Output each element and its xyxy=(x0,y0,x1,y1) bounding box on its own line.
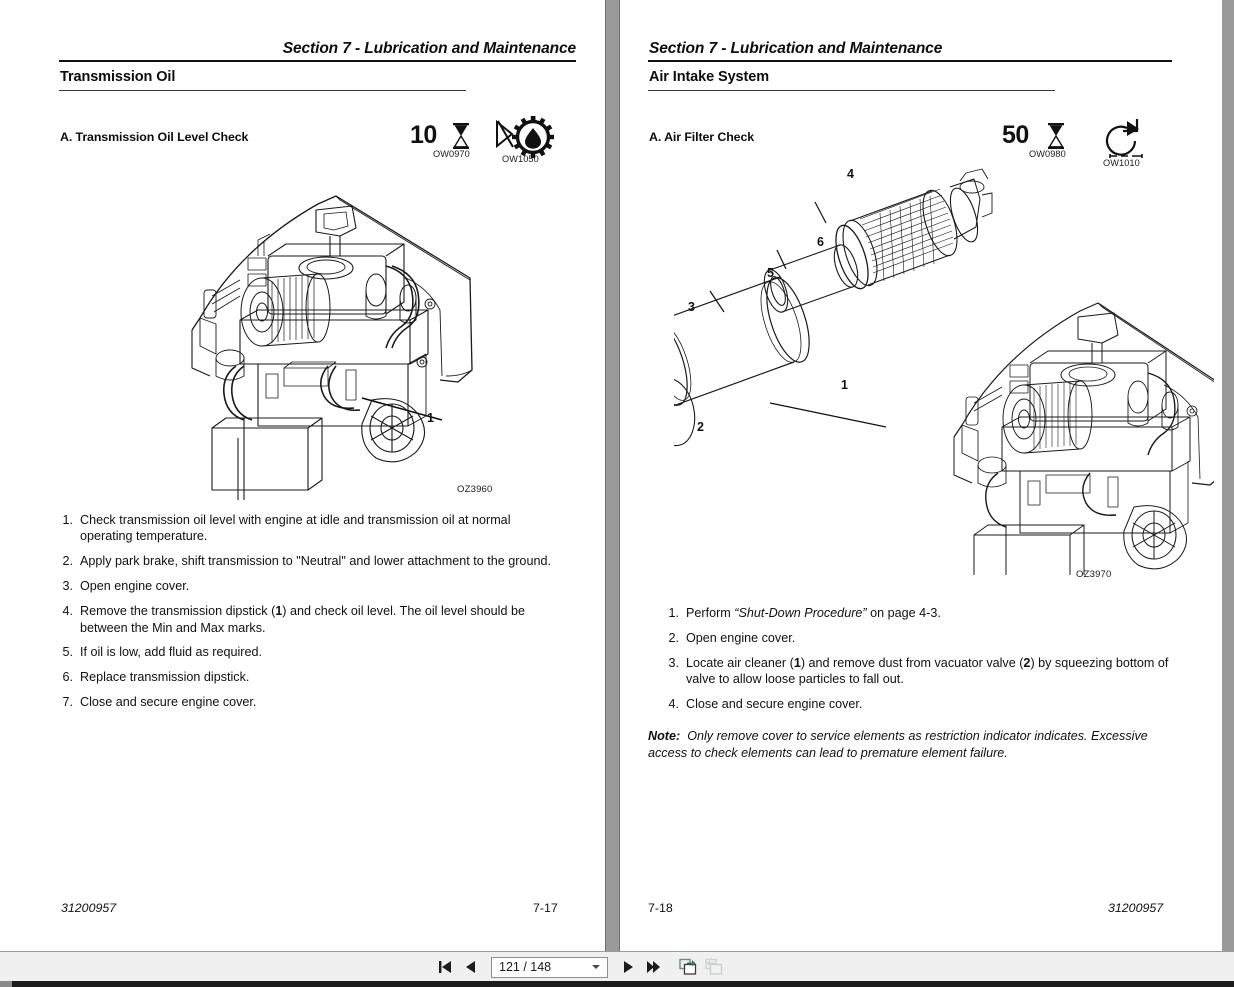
step-text: Perform “Shut-Down Procedure” on page 4-3. xyxy=(686,606,941,620)
step-number: 3. xyxy=(668,655,679,670)
step-text: Close and secure engine cover. xyxy=(80,695,257,710)
step-text: Check transmission oil level with engine at idle and transmission oil at normal operating temperature. xyxy=(80,513,511,544)
interval-code-left-1: OW0970 xyxy=(433,149,470,159)
figure-callout-right-4: 4 xyxy=(847,167,854,181)
chevron-down-icon xyxy=(592,965,600,969)
list-item xyxy=(61,694,556,710)
previous-view-button[interactable] xyxy=(675,955,701,979)
window-bottom-strip xyxy=(0,981,1234,987)
step-text: Open engine cover. xyxy=(80,579,190,594)
note-label: Note: xyxy=(648,729,681,743)
header-rule-right xyxy=(648,60,1172,62)
last-page-button[interactable] xyxy=(641,955,667,979)
chapter-rule-right xyxy=(648,90,1055,91)
interval-code-right-1: OW0980 xyxy=(1029,149,1066,159)
viewer-right-edge xyxy=(1222,0,1234,951)
step-text: Open engine cover. xyxy=(686,630,796,645)
service-interval-icons-left xyxy=(405,118,585,166)
figure-engine-transmission-dipstick xyxy=(140,170,500,500)
step-number: 1. xyxy=(668,606,679,620)
next-view-button[interactable] xyxy=(701,955,727,979)
step-number: 4. xyxy=(62,604,73,619)
list-item xyxy=(667,630,1195,646)
step-text: Locate air cleaner (1) and remove dust from vacuator valve (2) by squeezing bottom of valve to allow loose particles to fall out. xyxy=(686,655,1169,687)
subsection-title-left: A. Transmission Oil Level Check xyxy=(60,130,249,144)
step-number: 1. xyxy=(62,513,73,527)
procedure-list-left xyxy=(61,512,556,719)
figure-callout-right-1: 1 xyxy=(841,378,848,392)
document-page-left[interactable] xyxy=(0,0,606,951)
chapter-rule-left xyxy=(59,90,466,91)
list-item xyxy=(61,644,556,660)
step-number: 2. xyxy=(668,630,679,645)
chapter-title-left: Transmission Oil xyxy=(60,69,176,85)
footer-document-number-right: 31200957 xyxy=(1108,901,1164,915)
step-number: 4. xyxy=(668,697,679,712)
page-gutter xyxy=(606,0,619,951)
subsection-title-right: A. Air Filter Check xyxy=(649,130,755,144)
page-number-select[interactable] xyxy=(491,957,608,978)
pdf-toolbar xyxy=(0,951,1234,981)
previous-page-button[interactable] xyxy=(458,955,484,979)
section-header-left: Section 7 - Lubrication and Maintenance xyxy=(282,40,576,57)
interval-code-left-2: OW1050 xyxy=(502,154,539,164)
footer-document-number-left: 31200957 xyxy=(61,901,117,915)
list-item xyxy=(61,603,556,636)
chapter-title-right: Air Intake System xyxy=(649,69,769,85)
list-item xyxy=(61,512,556,545)
service-interval-icons-right xyxy=(997,118,1187,166)
list-item xyxy=(61,669,556,685)
figure-callout-left-1: 1 xyxy=(427,411,434,425)
bottom-strip-cap xyxy=(0,981,12,987)
step-number: 5. xyxy=(62,645,73,660)
list-item xyxy=(667,696,1195,712)
step-text: Replace transmission dipstick. xyxy=(80,670,250,685)
figure-air-intake-assembly xyxy=(674,165,1214,575)
step-text: Remove the transmission dipstick (1) and check oil level. The oil level should be between the Min and Max marks. xyxy=(80,604,525,635)
figure-callout-right-2: 2 xyxy=(697,420,704,434)
interval-code-right-2: OW1010 xyxy=(1103,158,1140,168)
document-page-right[interactable] xyxy=(619,0,1222,951)
step-text: If oil is low, add fluid as required. xyxy=(80,645,263,660)
page-edge-right xyxy=(619,0,620,951)
list-item xyxy=(667,605,1195,621)
step-number: 2. xyxy=(62,554,73,569)
list-item xyxy=(61,578,556,594)
step-number: 7. xyxy=(62,695,73,710)
page-edge-left xyxy=(605,0,606,951)
page-number-value: 121 / 148 xyxy=(499,960,552,974)
step-text: Close and secure engine cover. xyxy=(686,697,863,712)
footer-page-number-left: 7-17 xyxy=(533,901,558,915)
header-rule-left xyxy=(59,60,576,62)
figure-callout-right-3: 3 xyxy=(688,300,695,314)
step-text: Apply park brake, shift transmission to "Neutral" and lower attachment to the ground. xyxy=(80,554,551,569)
list-item xyxy=(667,655,1195,688)
figure-code-right: OZ3970 xyxy=(1076,569,1112,580)
figure-callout-right-6: 6 xyxy=(817,235,824,249)
figure-callout-right-5: 5 xyxy=(767,266,774,280)
note-block xyxy=(648,728,1164,761)
interval-hours-right: 50 xyxy=(1002,121,1029,149)
next-page-button[interactable] xyxy=(615,955,641,979)
procedure-list-right xyxy=(667,605,1195,721)
list-item xyxy=(61,553,556,569)
step-number: 3. xyxy=(62,579,73,594)
step-number: 6. xyxy=(62,670,73,685)
note-text: Only remove cover to service elements as restriction indicator indicates. Excessive access to check elements can lead to premature element failure. xyxy=(648,729,1148,760)
interval-hours-left: 10 xyxy=(410,121,437,149)
section-header-right: Section 7 - Lubrication and Maintenance xyxy=(649,40,943,57)
first-page-button[interactable] xyxy=(432,955,458,979)
page-navigation-controls xyxy=(432,954,727,980)
footer-page-number-right: 7-18 xyxy=(648,901,673,915)
figure-code-left: OZ3960 xyxy=(457,484,493,495)
